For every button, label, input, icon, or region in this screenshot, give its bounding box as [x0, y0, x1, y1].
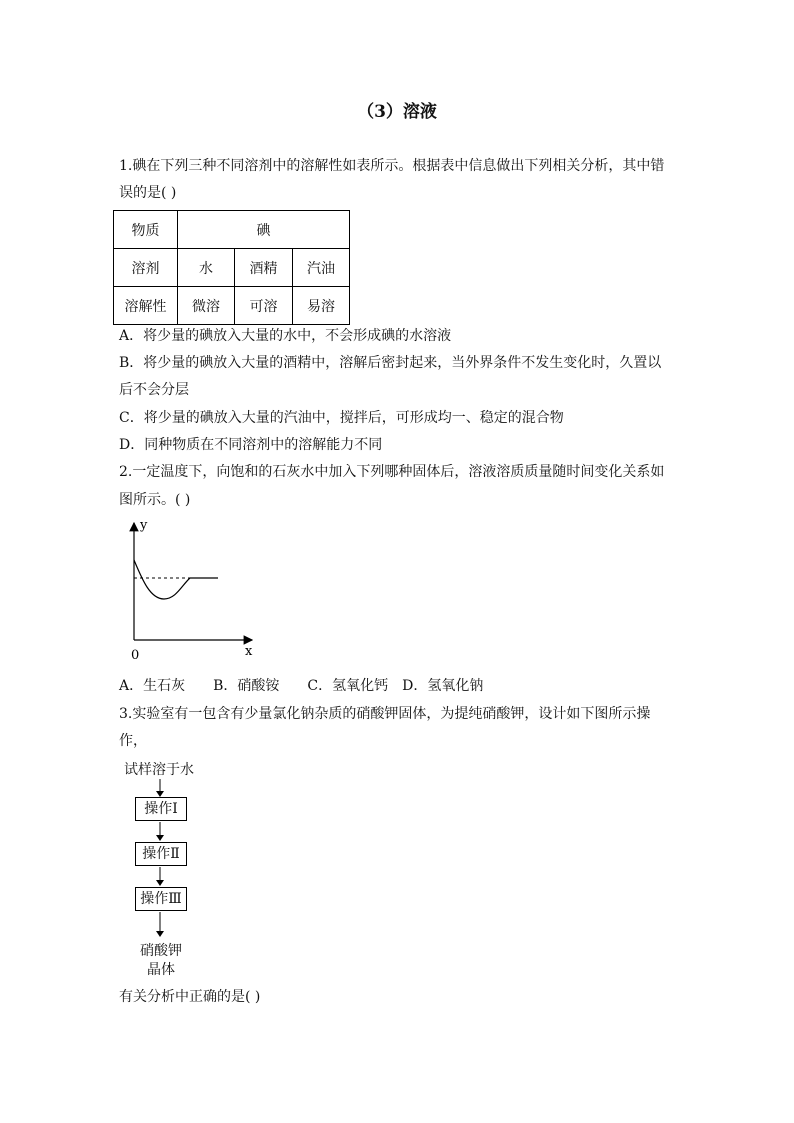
flow-step-2-box: 操作Ⅱ	[135, 842, 187, 866]
table-cell: 易溶	[293, 287, 350, 325]
solute-mass-curve	[134, 560, 218, 599]
table-row	[114, 249, 350, 287]
q2-stem-line2: 图所示。( )	[119, 492, 191, 508]
flow-end-text-line2: 晶体	[147, 962, 175, 978]
q1-stem-line2: 误的是( )	[119, 185, 177, 201]
flow-arrow-head	[156, 835, 164, 841]
table-cell: 汽油	[293, 249, 350, 287]
x-axis-label: x	[245, 644, 253, 659]
flow-arrow-head	[156, 880, 164, 886]
table-cell: 水	[178, 249, 235, 287]
table-header-value: 碘	[178, 211, 350, 249]
flow-arrow-head	[156, 931, 164, 937]
table-row1-label: 溶剂	[114, 249, 178, 287]
origin-label: 0	[131, 648, 140, 663]
q1-stem-line1: 1.碘在下列三种不同溶剂中的溶解性如表所示。根据表中信息做出下列相关分析，其中错	[119, 158, 665, 174]
table-header-label: 物质	[114, 211, 178, 249]
flow-end-text-line1: 硝酸钾	[140, 943, 182, 959]
flow-step-3-box: 操作Ⅲ	[135, 887, 187, 911]
y-axis-label: y	[140, 518, 148, 533]
solubility-table	[113, 210, 350, 325]
table-row2-label: 溶解性	[114, 287, 178, 325]
q1-option-b-line2: 后不会分层	[119, 382, 189, 398]
q1-option-d: D．同种物质在不同溶剂中的溶解能力不同	[119, 437, 383, 453]
q1-option-a: A．将少量的碘放入大量的水中，不会形成碘的水溶液	[119, 328, 452, 344]
table-cell: 可溶	[235, 287, 293, 325]
q2-options: A．生石灰 B．硝酸铵 C．氢氧化钙 D．氢氧化钠	[119, 678, 484, 694]
q1-option-c: C．将少量的碘放入大量的汽油中，搅拌后，可形成均一、稳定的混合物	[119, 410, 564, 426]
table-row	[114, 287, 350, 325]
table-cell: 微溶	[178, 287, 235, 325]
q3-question: 有关分析中正确的是( )	[119, 989, 261, 1005]
page-title: （3）溶液	[357, 102, 437, 122]
q2-stem-line1: 2.一定温度下，向饱和的石灰水中加入下列哪种固体后，溶液溶质质量随时间变化关系如	[119, 464, 665, 480]
q1-option-b-line1: B．将少量的碘放入大量的酒精中，溶解后密封起来，当外界条件不发生变化时，久置以	[119, 355, 662, 371]
flow-start-text: 试样溶于水	[124, 762, 194, 778]
table-cell: 酒精	[235, 249, 293, 287]
q3-stem-line2: 作，	[119, 733, 147, 749]
flow-step-1-box: 操作Ⅰ	[135, 797, 187, 821]
q3-stem-line1: 3.实验室有一包含有少量氯化钠杂质的硝酸钾固体，为提纯硝酸钾，设计如下图所示操	[119, 706, 651, 722]
solute-mass-graph	[120, 515, 270, 665]
table-row	[114, 211, 350, 249]
